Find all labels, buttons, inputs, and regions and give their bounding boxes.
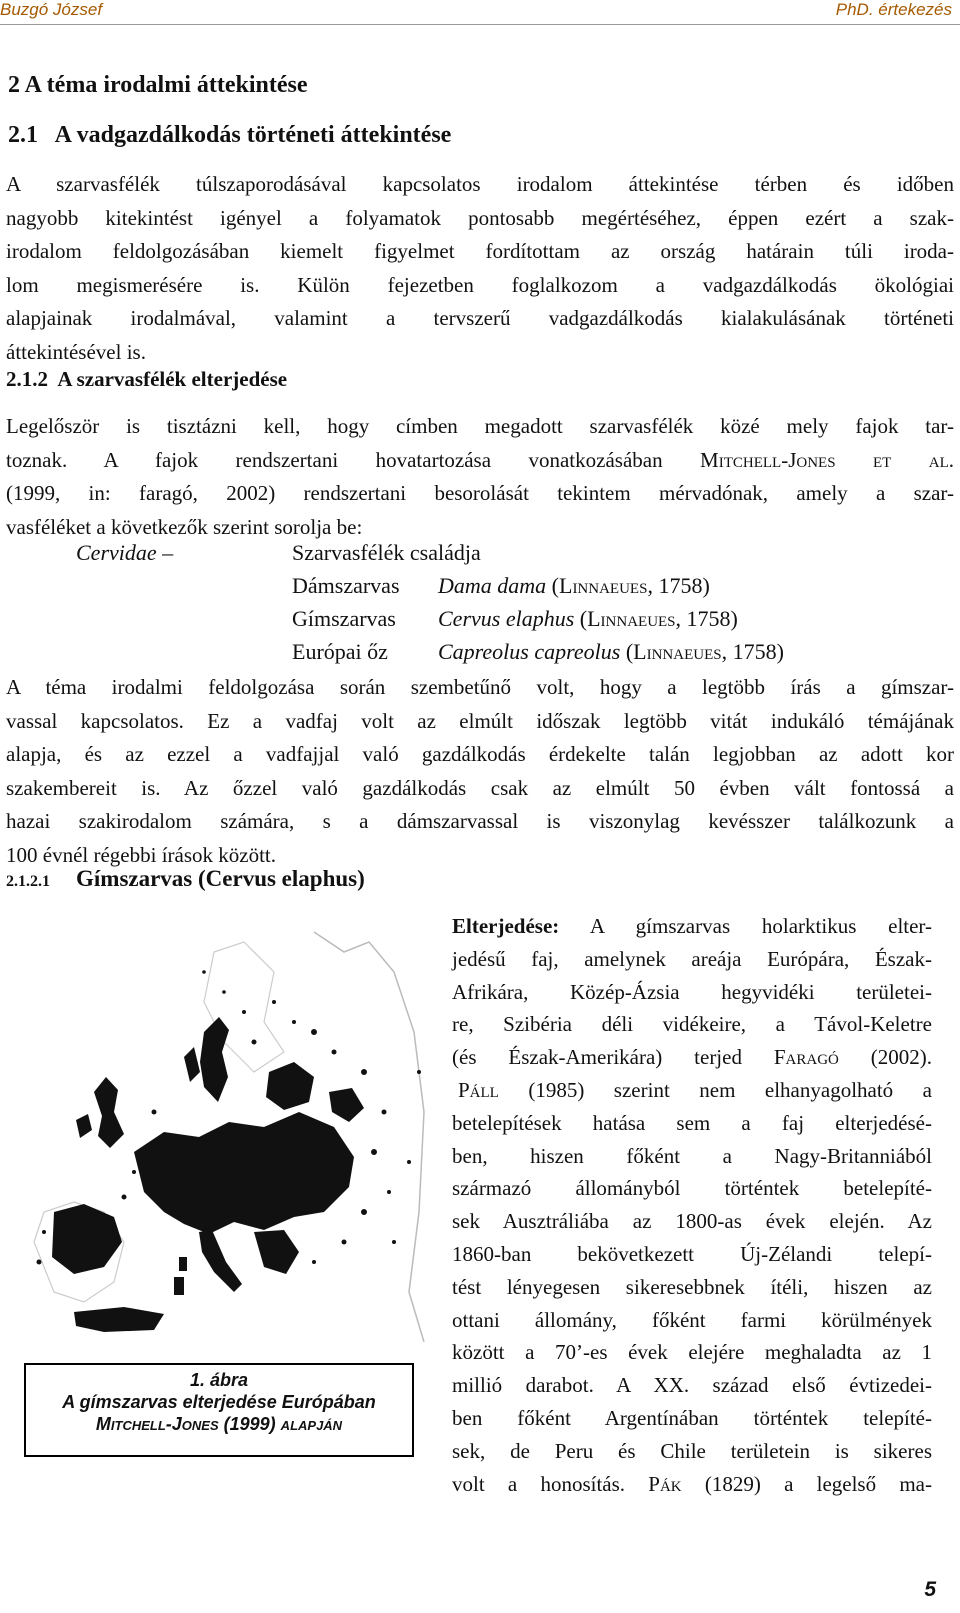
- text-line: re, Szibéria déli vidékeire, a Távol-Keletre: [452, 1012, 932, 1037]
- text-line: vasféléket a következők szerint sorolja be:: [6, 514, 363, 539]
- text-line: 100 évnél régebbi írások között.: [6, 842, 277, 867]
- section-heading: 2.1 A vadgazdálkodás történeti áttekintése: [8, 122, 452, 148]
- figure-title: A gímszarvas elterjedése Európában: [62, 1392, 376, 1412]
- text-fragment: (1829) a legelső ma-: [681, 1471, 932, 1496]
- text-line: millió darabot. A XX. század első évtizedei-: [452, 1373, 932, 1398]
- figure-source: Mitchell-Jones (1999) alapján: [95, 1414, 343, 1434]
- species-hungarian-name: Európai őz: [292, 639, 388, 664]
- species-year: , 1758): [721, 639, 784, 664]
- text-fragment: (és Észak-Amerikára) terjed: [452, 1045, 774, 1070]
- running-header: [0, 0, 960, 24]
- species-latin-name: Dama dama: [438, 573, 547, 598]
- text-fragment: A gímszarvas holarktikus elter-: [559, 914, 932, 938]
- text-line: Afrikára, Közép-Ázsia hegyvidéki területei-: [452, 979, 932, 1004]
- distribution-label: Elterjedése:: [452, 914, 560, 938]
- subsection-heading: 2.1.2 A szarvasfélék elterjedése: [6, 367, 288, 391]
- text-line: ben, hiszen főként a Nagy-Britanniából: [452, 1143, 932, 1168]
- intro-paragraph: [6, 168, 954, 369]
- text-line: lom megismerésére is. Külön fejezetben foglalkozom a vadgazdálkodás ökológiai: [6, 272, 954, 297]
- text-fragment: volt a honosítás.: [452, 1471, 649, 1496]
- species-hungarian-name: Dámszarvas: [292, 573, 400, 598]
- figure-number: 1. ábra: [189, 1370, 249, 1390]
- figure-caption: [24, 1363, 414, 1457]
- text-line: [6, 444, 954, 478]
- text-line: [452, 1074, 932, 1107]
- species-author: Linnaeues: [559, 573, 648, 598]
- header-doc-type: PhD. értekezés: [835, 0, 952, 19]
- header-rule: [0, 24, 960, 25]
- text-line: (1999, in: faragó, 2002) rendszertani besorolását tekintem mérvadónak, amely a szar-: [6, 481, 954, 505]
- species-hungarian-name: Gímszarvas: [292, 606, 396, 631]
- text-line: származó állományból történtek betelepíté-: [452, 1176, 932, 1201]
- species-entry: Dama dama (Linnaeues, 1758): [438, 573, 710, 598]
- species-author: Linnaeues: [587, 606, 676, 631]
- literature-review-paragraph: [6, 671, 954, 872]
- text-line: ottani állomány, főként farmi körülmények: [452, 1307, 932, 1332]
- species-year: , 1758): [675, 606, 738, 631]
- text-fragment: toznak. A fajok rendszertani hovatartozása vonatkozásában: [6, 447, 701, 472]
- text-line: sek Ausztráliába az 1800-as évek elején. Az: [452, 1209, 932, 1234]
- author-citation: Pák: [648, 1471, 682, 1496]
- species-entry: Cervus elaphus (Linnaeues, 1758): [438, 606, 738, 631]
- family-hungarian-name: Szarvasfélék családja: [292, 540, 481, 565]
- distribution-text-column: [452, 910, 932, 1500]
- text-line: [452, 1041, 932, 1074]
- species-author: Linnaeues: [633, 639, 722, 664]
- page-number: 5: [924, 1578, 936, 1601]
- text-line: [452, 1468, 932, 1501]
- text-line: szakembereit is. Az őzzel való gazdálkodás csak az elmúlt 50 évben vált fontossá a: [6, 775, 954, 800]
- text-line: hazai szakirodalom számára, s a dámszarvassal is viszonylag kevésszer találkozunk a: [6, 809, 954, 833]
- text-fragment: (2002).: [838, 1045, 932, 1070]
- text-fragment: (1985) szerint nem elhanyagolható a: [498, 1077, 932, 1102]
- species-year: , 1758): [647, 573, 710, 598]
- author-citation: Mitchell-Jones et al.: [700, 447, 954, 472]
- text-line: ben főként Argentínában történtek telepíté-: [452, 1405, 932, 1430]
- text-line: között a 70’-es évek elejére meghaladta az 1: [452, 1340, 932, 1365]
- chapter-heading: 2 A téma irodalmi áttekintése: [8, 72, 308, 98]
- header-author: Buzgó József: [0, 0, 103, 19]
- species-entry: Capreolus capreolus (Linnaeues, 1758): [438, 639, 784, 664]
- author-citation: Páll: [458, 1077, 499, 1102]
- text-line: 1860-ban bekövetkezett Új-Zélandi telepí-: [452, 1241, 932, 1266]
- heading-number: 2.1.2.1: [6, 873, 50, 890]
- text-line: alapja, és az ezzel a vadfajjal való gazdálkodás érdekelte talán legjobban az adott kor: [6, 742, 954, 766]
- species-latin-name: Cervus elaphus: [438, 606, 575, 631]
- text-line: tést lényegesen sikeresebbnek ítéli, hiszen az: [452, 1274, 932, 1299]
- author-citation: Faragó: [773, 1045, 839, 1070]
- text-line: [452, 910, 932, 943]
- species-latin-name: Capreolus capreolus: [438, 639, 621, 664]
- text-line: alapjainak irodalmával, valamint a tervszerű vadgazdálkodás kialakulásának történeti: [6, 306, 954, 330]
- text-line: A téma irodalmi feldolgozása során szembetűnő volt, hogy a legtöbb írás a gímszar-: [6, 675, 954, 699]
- text-line: A szarvasfélék túlszaporodásával kapcsolatos irodalom áttekintése térben és időben: [6, 172, 954, 196]
- europe-distribution-map: [14, 912, 434, 1342]
- text-line: betelepítések hatása sem a faj elterjedésé-: [452, 1110, 932, 1135]
- subsubsection-heading: [6, 866, 365, 892]
- species-intro-paragraph: [6, 410, 954, 544]
- family-latin-name: Cervidae –: [76, 540, 174, 565]
- text-line: Legelőször is tisztázni kell, hogy címben megadott szarvasfélék közé mely fajok tar-: [6, 414, 954, 438]
- text-line: vassal kapcsolatos. Ez a vadfaj volt az elmúlt időszak legtöbb vitát indukáló témájának: [6, 708, 954, 733]
- heading-title: Gímszarvas (Cervus elaphus): [76, 866, 365, 891]
- text-line: irodalom feldolgozásában kiemelt figyelmet fordítottam az ország határain túli iroda-: [6, 239, 954, 263]
- text-line: sek, de Peru és Chile területein is sikeres: [452, 1438, 932, 1463]
- text-line: jedésű faj, amelynek areája Európára, Észak-: [452, 946, 932, 971]
- text-line: nagyobb kitekintést igényel a folyamatok pontosabb megértéséhez, éppen ezért a szak-: [6, 205, 954, 230]
- text-line: áttekintésével is.: [6, 339, 146, 364]
